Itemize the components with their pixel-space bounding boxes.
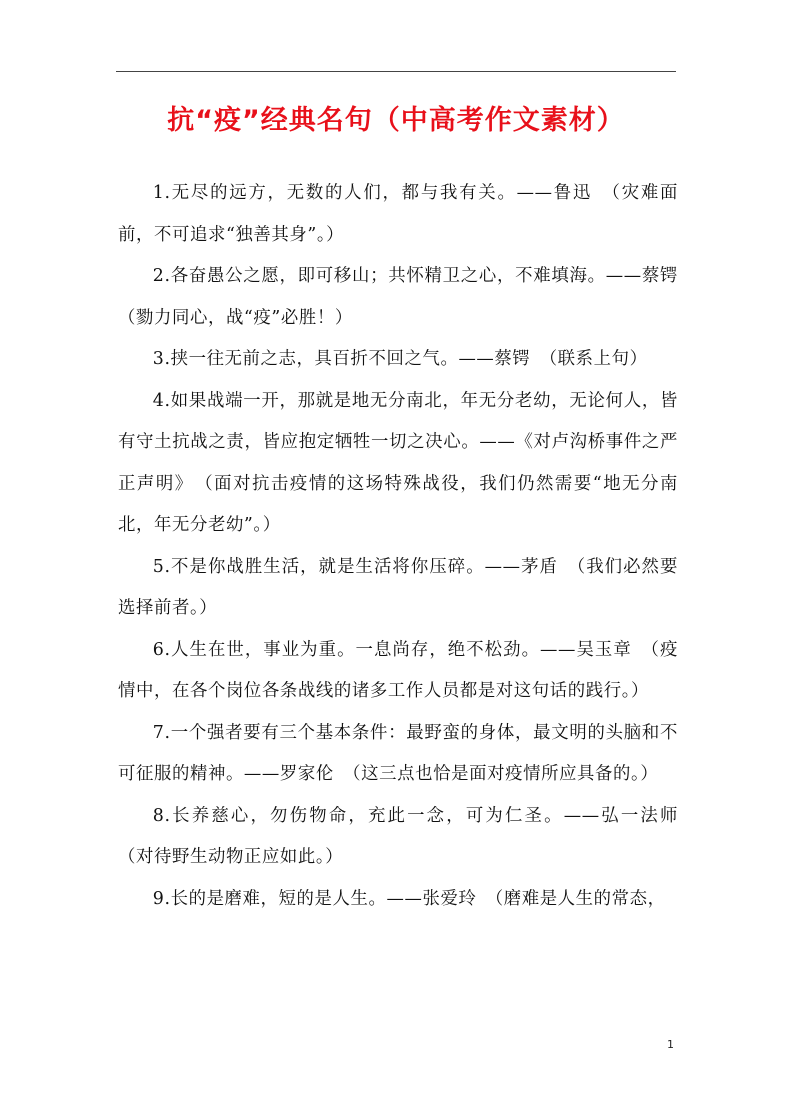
quote-paragraph-7: 7.一个强者要有三个基本条件：最野蛮的身体，最文明的头脑和不可征服的精神。——罗家伦 （这三点也恰是面对疫情所应具备的。）: [118, 722, 678, 784]
quote-paragraph-6: 6.人生在世，事业为重。一息尚存，绝不松劲。——吴玉章 （疫情中，在各个岗位各条战线的诸多工作人员都是对这句话的践行。）: [118, 639, 678, 701]
quote-paragraph-5: 5.不是你战胜生活，就是生活将你压碎。——茅盾 （我们必然要选择前者。）: [118, 556, 678, 618]
page-number: 1: [667, 1038, 674, 1051]
document-title: 抗“疫”经典名句（中高考作文素材）: [167, 105, 625, 136]
quote-paragraph-8: 8.长养慈心，勿伤物命，充此一念，可为仁圣。——弘一法师 （对待野生动物正应如此。）: [118, 805, 696, 867]
quotes-body: [118, 173, 696, 920]
quote-paragraph-2: 2.各奋愚公之愿，即可移山；共怀精卫之心，不难填海。——蔡锷 （勠力同心，战“疫”必胜！）: [118, 266, 696, 328]
quote-paragraph-1: 1.无尽的远方，无数的人们，都与我有关。——鲁迅 （灾难面前，不可追求“独善其身”。）: [118, 183, 678, 245]
header-rule: [116, 71, 676, 72]
quote-paragraph-9: 9.长的是磨难，短的是人生。——张爱玲 （磨难是人生的常态，: [152, 888, 666, 909]
quote-paragraph-3: 3.挟一往无前之志，具百折不回之气。——蔡锷 （联系上句）: [152, 349, 648, 369]
quote-paragraph-4: 4.如果战端一开，那就是地无分南北，年无分老幼，无论何人，皆有守土抗战之责，皆应抱定牺牲一切之决心。——《对卢沟桥事件之严正声明》 （面对抗击疫情的这场特殊战役，我们仍然需要“地无分南北，年无分老幼”。）: [118, 390, 678, 535]
